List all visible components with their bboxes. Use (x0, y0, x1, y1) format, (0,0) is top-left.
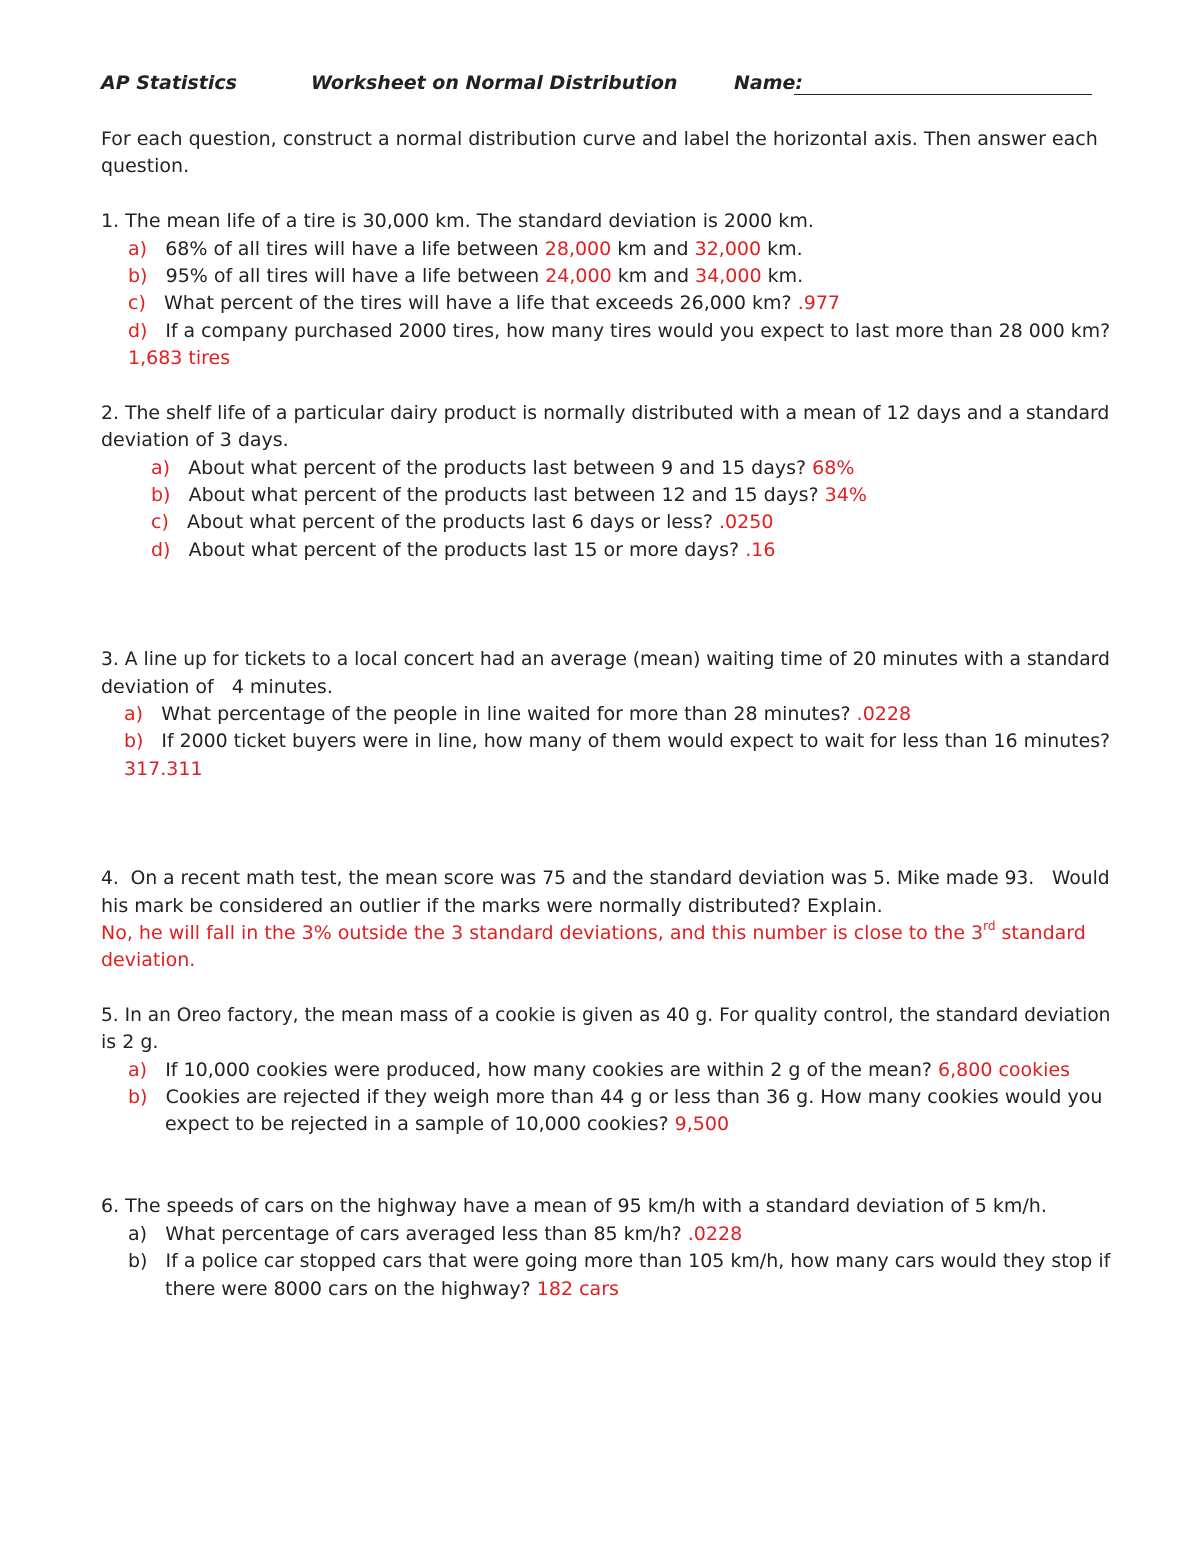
instructions-line-2: question. (101, 155, 190, 177)
name-label: Name: (734, 72, 804, 94)
q1b-text-before: 95% of all tires will have a life between (165, 265, 540, 287)
q1-stem: 1. The mean life of a tire is 30,000 km. The standard deviation is 2000 km. (101, 210, 814, 232)
q4-answer-text-end: standard (1001, 922, 1086, 944)
q6b-text-line-1: If a police car stopped cars that were going more than 105 km/h, how many cars would they stop if (165, 1250, 1111, 1272)
q6a-marker: a) (128, 1223, 148, 1245)
q1a-text-after: km. (767, 238, 803, 260)
q2-stem-line-2: deviation of 3 days. (101, 429, 289, 451)
q5-stem-line-2: is 2 g. (101, 1031, 159, 1053)
q2c-answer: .0250 (719, 511, 774, 533)
q2a-text: About what percent of the products last between 9 and 15 days? (188, 457, 807, 479)
q1d-answer: 1,683 tires (128, 347, 231, 369)
q3-part-a (124, 701, 911, 728)
q6a-text: What percentage of cars averaged less than 85 km/h? (165, 1223, 682, 1245)
q5a-answer: 6,800 cookies (938, 1059, 1071, 1081)
q5a-marker: a) (128, 1059, 148, 1081)
q5-part-b-cont (165, 1111, 729, 1138)
q1a-answer-2: 32,000 (694, 238, 762, 260)
q1d-text: If a company purchased 2000 tires, how many tires would you expect to last more than 28 000 km? (165, 320, 1111, 342)
q6-part-b (128, 1248, 1110, 1275)
q4-answer-line-2: deviation. (101, 949, 196, 971)
q1a-text-before: 68% of all tires will have a life between (165, 238, 539, 260)
q2-part-a (151, 455, 854, 482)
q1-part-a (128, 236, 803, 263)
q4-answer-line-1 (101, 920, 1086, 947)
q2d-text: About what percent of the products last 15 or more days? (188, 539, 740, 561)
q3a-answer: .0228 (856, 703, 912, 725)
q1b-text-mid: km and (617, 265, 689, 287)
q4-stem-line-1: 4. On a recent math test, the mean score was 75 and the standard deviation was 5. Mike made 93. Would (101, 867, 1110, 889)
name-blank-line (794, 94, 1092, 95)
q1c-answer: .977 (797, 292, 841, 314)
q4-stem-line-2: his mark be considered an outlier if the marks were normally distributed? Explain. (101, 895, 883, 917)
q5a-text: If 10,000 cookies were produced, how many cookies are within 2 g of the mean? (165, 1059, 932, 1081)
course-label: AP Statistics (101, 72, 237, 94)
worksheet-title: Worksheet on Normal Distribution (311, 72, 678, 94)
q5b-answer: 9,500 (674, 1113, 730, 1135)
q1b-text-after: km. (767, 265, 804, 287)
q1b-answer-1: 24,000 (545, 265, 612, 287)
q1-part-c (128, 290, 840, 317)
q3-stem-line-2: deviation of 4 minutes. (101, 676, 333, 698)
q1c-text: What percent of the tires will have a life that exceeds 26,000 km? (163, 292, 792, 314)
q2b-text: About what percent of the products last between 12 and 15 days? (188, 484, 819, 506)
q2-stem-line-1: 2. The shelf life of a particular dairy product is normally distributed with a mean of 12 days and a standard (101, 402, 1110, 424)
q5-stem-line-1: 5. In an Oreo factory, the mean mass of a cookie is given as 40 g. For quality control, the standard deviation (101, 1004, 1111, 1026)
q5b-marker: b) (128, 1086, 148, 1108)
q1-part-d (128, 318, 1110, 345)
q2a-marker: a) (151, 457, 171, 479)
instructions-line-1: For each question, construct a normal distribution curve and label the horizontal axis. Then answer each (101, 128, 1098, 150)
q2c-marker: c) (151, 511, 169, 533)
q3-part-b (124, 728, 1110, 755)
q2b-marker: b) (151, 484, 171, 506)
q1-part-b (128, 263, 803, 290)
q6-stem: 6. The speeds of cars on the highway have a mean of 95 km/h with a standard deviation of 5 km/h. (101, 1195, 1047, 1217)
q1a-marker: a) (128, 238, 148, 260)
q3b-answer: 317.311 (124, 758, 203, 780)
worksheet-header (101, 72, 1101, 102)
q3b-marker: b) (124, 730, 144, 752)
q2a-answer: 68% (812, 457, 855, 479)
q6-part-b-cont (165, 1276, 619, 1303)
q4-answer-superscript: rd (983, 918, 996, 933)
q5b-text-line-2: expect to be rejected in a sample of 10,000 cookies? (165, 1113, 669, 1135)
q3b-text: If 2000 ticket buyers were in line, how many of them would expect to wait for less than 16 minutes? (161, 730, 1111, 752)
q3-stem-line-1: 3. A line up for tickets to a local concert had an average (mean) waiting time of 20 minutes with a standard (101, 648, 1110, 670)
q2c-text: About what percent of the products last 6 days or less? (186, 511, 713, 533)
q2-part-d (151, 537, 775, 564)
q2-part-b (151, 482, 867, 509)
q1a-text-mid: km and (617, 238, 689, 260)
q6a-answer: .0228 (687, 1223, 743, 1245)
q2-part-c (151, 509, 773, 536)
q6b-marker: b) (128, 1250, 148, 1272)
q2d-marker: d) (151, 539, 171, 561)
q5b-text-line-1: Cookies are rejected if they weigh more than 44 g or less than 36 g. How many cookies would you (165, 1086, 1103, 1108)
q3a-marker: a) (124, 703, 144, 725)
q2d-answer: .16 (745, 539, 776, 561)
q6-part-a (128, 1221, 742, 1248)
q3a-text: What percentage of the people in line waited for more than 28 minutes? (161, 703, 851, 725)
q6b-answer: 182 cars (536, 1278, 619, 1300)
q2b-answer: 34% (824, 484, 867, 506)
q1d-marker: d) (128, 320, 148, 342)
q1b-answer-2: 34,000 (695, 265, 762, 287)
q5-part-b (128, 1084, 1102, 1111)
q1b-marker: b) (128, 265, 148, 287)
q4-answer-text: No, he will fall in the 3% outside the 3 standard deviations, and this number is close to the 3 (101, 922, 984, 944)
q5-part-a (128, 1057, 1070, 1084)
q6b-text-line-2: there were 8000 cars on the highway? (165, 1278, 531, 1300)
q1c-marker: c) (128, 292, 146, 314)
q1a-answer-1: 28,000 (544, 238, 612, 260)
